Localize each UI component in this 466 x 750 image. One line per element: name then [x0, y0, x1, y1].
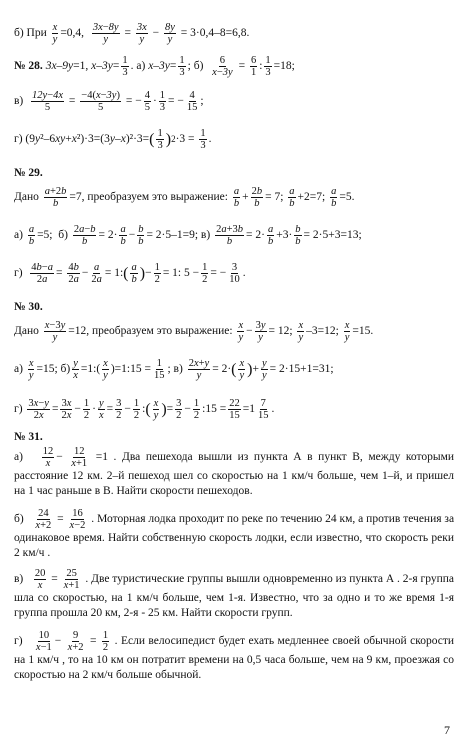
fraction: $\frac{x}{y}$ [52, 22, 58, 46]
problem-number-31: № 31. [14, 431, 43, 443]
line-b-problem27: б) При $\frac{x}{y}$ =0,4, $\frac{3x-8y}{y}$ = $\frac{3x}{y}$ − $\frac{8y}{y}$ = 3·0,4–8=6,8. [14, 22, 250, 46]
problem-31-heading [14, 430, 454, 444]
problem-30-intro: Дано $\frac{x-3y}{y}$ =12 , преобразуем это выражение: $\frac{x}{y}$ − $\frac{3y}{y}$ = 12; $\frac{x}{y}$ –3=12; $\frac{x}{y}$ =15. [14, 320, 374, 344]
problem-29-heading [14, 166, 454, 180]
problem-number-30: № 30. [14, 301, 43, 313]
page-number: 7 [444, 723, 450, 737]
problem-28-line-g: г) (9y²–6xy+x²)·3=(3y–x)²·3= ( $\frac{1}{3}$ ) 2 ·3 = $\frac{1}{3}$ . [14, 128, 212, 152]
problem-28-line-1: № 28. 3x–9y=1, x–3y= $\frac{1}{3}$ . а) x–3y= $\frac{1}{3}$ ; б) $\frac{6}{x-3y}$ = $\frac{6}{1}$ : $\frac{1}{3}$ =18; [14, 55, 295, 79]
problem-31-b: б) $\frac{24}{x+2}$ = $\frac{16}{x-2}$ . Моторная лодка проходит по реке по течению 24 км, а против течения за одинаковое время. Найти собственную скорость лодки, если известно, что скорость реки 2 км/ч . [14, 508, 455, 559]
problem-31-b-text: Моторная лодка проходит по реке по течению 24 км, а против течения за одинаковое время. Найти собственную скорость лодки, если известно, что скорость реки 2 км/ч . [14, 513, 455, 559]
problem-30-heading [14, 300, 454, 314]
problem-31-v-text: Две туристические группы вышли одновременно из пункта А . 2-я группа шла со скоростью, на 1 км/ч больше, чем 1-я. Известно, что за одно и то же время 1-я группа прошла 20 км, 2-я - 25 км. Найти скорости групп. [14, 573, 454, 619]
problem-30-g: г) $\frac{3x-y}{2x}$ = $\frac{3x}{2x}$ − $\frac{1}{2}$ · $\frac{y}{x}$ = $\frac{3}{2}$ − $\frac{1}{2}$ : ( $\frac{x}{y}$ ) = $\frac{3}{2}$ − $\frac{1}{2}$ :15 = $\frac{22}{15}$ =1 $\frac{7}{15}$ . [14, 398, 275, 422]
problem-number-29: № 29. [14, 167, 43, 179]
problem-29-abv: а) $\frac{a}{b}$ =5; б) $\frac{2a-b}{b}$ = 2· $\frac{a}{b}$ − $\frac{b}{b}$ = 2·5–1=9; в) $\frac{2a+3b}{b}$ = 2· $\frac{a}{b}$ +3· $\frac{b}{b}$ = 2·5+3=13; [14, 224, 362, 248]
problem-31-g: г) $\frac{10}{x-1}$ − $\frac{9}{x+2}$ = $\frac{1}{2}$ . Если велосипедист будет ехать медленнее своей обычной скорости на 1 км/ч , то на 10 км он потратит времени на 0,5 часа больше, чем на 9 км, проезжая со скоростью на 2 км/ч больше обычной. [14, 630, 455, 681]
problem-number-28: № 28. [14, 60, 43, 73]
problem-30-abv: а) $\frac{x}{y}$ =15; б) $\frac{y}{x}$ =1:( $\frac{x}{y}$ )=1:15 = $\frac{1}{15}$ ; в) $\frac{2x+y}{y}$ = 2· ( $\frac{x}{y}$ ) + $\frac{y}{y}$ = 2·15+1=31; [14, 358, 334, 382]
problem-31-v: в) $\frac{20}{x}$ = $\frac{25}{x+1}$ . Две туристические группы вышли одновременно из пункта А . 2-я группа шла со скоростью, на 1 км/ч больше, чем 1-я. Известно, что за одно и то же время 1-я группа прошла 20 км, 2-я - 25 км. Найти скорости групп. [14, 568, 454, 619]
problem-28-line-v: в) $\frac{12y-4x}{5}$ = $\frac{-4(x-3y)}{5}$ = − $\frac{4}{5}$ · $\frac{1}{3}$ = − $\frac{4}{15}$ ; [14, 90, 204, 114]
problem-31-g-text: Если велосипедист будет ехать медленнее своей обычной скорости на 1 км/ч , то на 10 км он потратит времени на 0,5 часа больше, чем на 9 км, проезжая со скоростью на 2 км/ч больше обычной. [14, 635, 455, 681]
label-b-pri: б) При [14, 27, 47, 40]
problem-31-a-text: Два пешехода вышли из пункта А в пункт В, между которыми расстояние 12 км. 2–й пешеход шел со скоростью на 1 км/ч больше, чем 1–й, и пришел на 1 час раньше в В. Найти скорости пешеходов. [14, 451, 455, 497]
problem-31-a: а) $\frac{12}{x}$ − $\frac{12}{x+1}$ =1 . Два пешехода вышли из пункта А в пункт В, между которыми расстояние 12 км. 2–й пешеход шел со скоростью на 1 км/ч больше, чем 1–й, и пришел на 1 час раньше в В. Найти скорости пешеходов. [14, 446, 455, 497]
label-dano: Дано [14, 191, 39, 204]
problem-29-intro: Дано $\frac{a+2b}{b}$ =7 , преобразуем это выражение: $\frac{a}{b}$ + $\frac{2b}{b}$ = 7; $\frac{a}{b}$ +2=7; $\frac{a}{b}$ =5. [14, 186, 355, 210]
problem-29-g: г) $\frac{4b-a}{2a}$ = $\frac{4b}{2a}$ − $\frac{a}{2a}$ = 1: ( $\frac{a}{b}$ ) − $\frac{1}{2}$ = 1: 5 − $\frac{1}{2}$ = − $\frac{3}{10}$ . [14, 262, 246, 286]
